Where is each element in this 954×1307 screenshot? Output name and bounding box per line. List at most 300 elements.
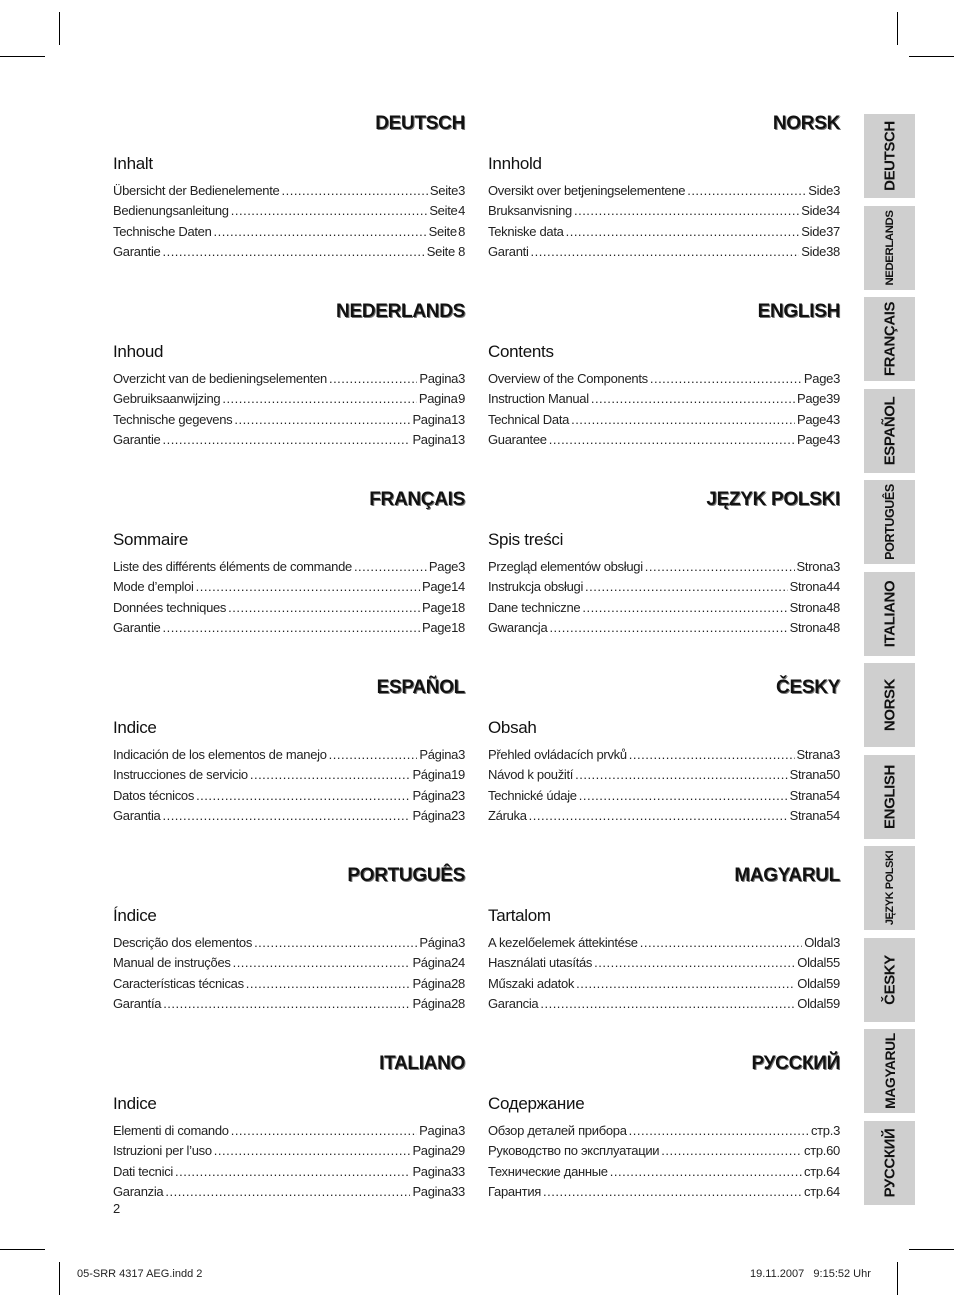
language-tab [864, 572, 915, 656]
section-title: РУССКИЙ [751, 1053, 840, 1074]
toc-leader-dots [246, 976, 411, 991]
toc-page-number: 54 [826, 787, 840, 803]
toc-list [113, 559, 465, 640]
toc-entry [113, 1184, 465, 1204]
toc-entry-label: A kezelőelemek áttekintése [488, 935, 638, 950]
toc-entry [488, 183, 840, 203]
toc-entry-label: Technical Data [488, 411, 570, 427]
language-tab [864, 389, 915, 473]
toc-entry [488, 767, 840, 787]
toc-leader-dots [254, 935, 417, 950]
toc-entry-label: Przegląd elementów obsługi [488, 559, 643, 574]
toc-page-number: 55 [826, 955, 840, 971]
toc-list [488, 747, 840, 828]
toc-page-word: Strona [789, 579, 827, 595]
toc-entry-label: Instrukcja obsługi [488, 579, 584, 595]
toc-list [113, 1123, 465, 1204]
toc-entry-label: Garancia [488, 995, 539, 1011]
toc-entry [113, 183, 465, 203]
toc-page-number: 43 [826, 411, 840, 427]
toc-leader-dots [549, 620, 787, 635]
section-title: NEDERLANDS [336, 301, 465, 322]
crop-mark [0, 56, 45, 57]
toc-page-word: Page [796, 411, 827, 427]
toc-page-number: 64 [826, 1183, 840, 1199]
toc-entry-label: Descrição dos elementos [113, 935, 253, 950]
language-tab [864, 1121, 915, 1205]
section-title: JĘZYK POLSKI [706, 489, 840, 510]
toc-page-word: Página [412, 807, 452, 823]
toc-entry [488, 996, 840, 1016]
toc-page-number: 14 [451, 579, 465, 595]
toc-entry [113, 1164, 465, 1184]
toc-page-word: Strana [789, 767, 827, 783]
toc-page-word: стр. [804, 1163, 827, 1179]
language-tab [864, 938, 915, 1022]
toc-page-word: Page [803, 371, 834, 386]
toc-page-number: 60 [826, 1143, 840, 1159]
section-subtitle: Indice [113, 1094, 157, 1113]
toc-entry-label: Bedienungsanleitung [113, 203, 229, 219]
toc-section [488, 865, 840, 1016]
toc-leader-dots [162, 432, 410, 447]
toc-entry [113, 1143, 465, 1163]
toc-entry [488, 1143, 840, 1163]
section-subtitle: Sommaire [113, 530, 189, 549]
toc-entry [488, 1123, 840, 1143]
toc-entry [488, 935, 840, 955]
toc-leader-dots [329, 371, 417, 386]
toc-entry-label: Instrucciones de servicio [113, 767, 248, 783]
section-title: ČESKY [776, 677, 840, 698]
toc-page-word: Página [412, 767, 452, 783]
toc-page-number: 18 [451, 599, 465, 615]
toc-page-number: 34 [826, 203, 840, 219]
toc-page-number: 3 [833, 183, 840, 198]
toc-page-word: Oldal [797, 975, 827, 991]
footer-timestamp: 19.11.2007 9:15:52 Uhr [750, 1268, 871, 1280]
toc-page-word: Strana [789, 787, 827, 803]
toc-section [488, 301, 840, 452]
toc-section [488, 113, 840, 264]
toc-page-number: 3 [833, 559, 840, 574]
toc-entry-label: Záruka [488, 807, 527, 823]
toc-entry-label: Liste des différents éléments de commande [113, 559, 352, 574]
toc-page-word: Page [796, 391, 827, 407]
toc-entry [488, 432, 840, 452]
language-tab [864, 114, 915, 198]
language-tab-label: ENGLISH [881, 764, 898, 829]
toc-entry [488, 203, 840, 223]
section-subtitle: Spis treści [488, 530, 564, 549]
toc-page-number: 38 [826, 243, 840, 259]
toc-entry-label: Gebruiksaanwijzing [113, 391, 221, 407]
toc-page-number: 33 [451, 1183, 465, 1199]
language-tab-label: DEUTSCH [881, 121, 898, 191]
section-title: PORTUGUÊS [347, 865, 465, 886]
toc-entry-label: Garantie [113, 243, 161, 259]
toc-section [113, 113, 465, 264]
toc-page-word: Página [412, 995, 452, 1011]
toc-entry [488, 371, 840, 391]
toc-leader-dots [250, 767, 411, 782]
toc-page-word: Strana [796, 747, 834, 762]
toc-page-word: Page [421, 619, 452, 635]
toc-page-word: Pagina [412, 1163, 452, 1179]
toc-list [113, 183, 465, 264]
toc-page-number: 3 [833, 935, 840, 950]
crop-mark [897, 1262, 898, 1295]
toc-page-number: 44 [826, 579, 840, 595]
toc-entry [113, 203, 465, 223]
toc-entry-label: Обзор деталей прибора [488, 1123, 627, 1138]
toc-page-word: Página [412, 955, 452, 971]
toc-leader-dots [234, 412, 410, 427]
toc-page-number: 28 [451, 975, 465, 991]
toc-page-number: 37 [826, 223, 840, 239]
section-title: MAGYARUL [734, 865, 840, 886]
toc-entry-label: Indicación de los elementos de manejo [113, 747, 327, 762]
toc-entry-label: Mode d’emploi [113, 579, 194, 595]
language-tab-label: NORSK [881, 678, 898, 732]
toc-page-word: Strona [796, 559, 834, 574]
toc-leader-dots [231, 203, 428, 218]
toc-page-number: 23 [451, 787, 465, 803]
toc-entry [113, 412, 465, 432]
toc-entry-label: Übersicht der Bedienelemente [113, 183, 280, 198]
toc-page-word: Seite [428, 223, 457, 239]
toc-section [488, 1053, 840, 1204]
toc-entry-label: Bruksanvisning [488, 203, 572, 219]
toc-page-number: 8 [458, 223, 465, 239]
toc-page-number: 23 [451, 807, 465, 823]
language-tab-label: ESPAÑOL [881, 396, 898, 465]
toc-leader-dots [543, 1184, 802, 1199]
toc-entry-label: Elementi di comando [113, 1123, 229, 1138]
toc-page-number: 3 [833, 1123, 840, 1138]
toc-list [113, 935, 465, 1016]
toc-entry [113, 767, 465, 787]
toc-entry [113, 371, 465, 391]
language-tab [864, 1029, 915, 1113]
toc-entry [113, 1123, 465, 1143]
toc-entry [113, 935, 465, 955]
toc-list [113, 747, 465, 828]
toc-entry [488, 808, 840, 828]
crop-mark [59, 12, 60, 45]
toc-page-number: 48 [826, 599, 840, 615]
toc-entry-label: Руководство по эксплуатации [488, 1143, 660, 1159]
language-tab-label: PORTUGUÊS [882, 484, 897, 560]
toc-leader-dots [222, 391, 417, 406]
toc-page-word: Oldal [804, 935, 834, 950]
toc-entry-label: Гарантия [488, 1183, 542, 1199]
toc-leader-dots [281, 183, 427, 198]
toc-leader-dots [645, 559, 795, 574]
toc-section [488, 677, 840, 828]
toc-entry [488, 788, 840, 808]
toc-page-word: Pagina [419, 1123, 458, 1138]
toc-entry-label: Технические данные [488, 1163, 608, 1179]
section-title: NORSK [772, 113, 840, 134]
toc-page-word: Página [419, 935, 459, 950]
toc-entry [488, 224, 840, 244]
toc-section [113, 489, 465, 640]
toc-page-word: Page [421, 579, 452, 595]
language-tab-label: ČESKY [881, 954, 898, 1005]
toc-page-word: Side [801, 203, 827, 219]
toc-leader-dots [571, 412, 795, 427]
crop-mark [897, 12, 898, 45]
language-tab-label: NEDERLANDS [883, 209, 896, 286]
crop-mark [909, 56, 954, 57]
toc-leader-dots [610, 1164, 802, 1179]
toc-entry-label: Garantia [113, 807, 161, 823]
toc-entry [488, 244, 840, 264]
toc-entry [488, 559, 840, 579]
toc-leader-dots [233, 955, 411, 970]
toc-leader-dots [629, 747, 795, 762]
toc-entry [488, 600, 840, 620]
toc-list [488, 559, 840, 640]
toc-entry [113, 224, 465, 244]
toc-leader-dots [214, 224, 427, 239]
toc-entry [113, 788, 465, 808]
toc-entry [488, 412, 840, 432]
toc-entry-label: Overzicht van de bedieningselementen [113, 371, 327, 386]
toc-page-word: Oldal [797, 995, 827, 1011]
toc-leader-dots [585, 579, 788, 594]
toc-entry-label: Manual de instruções [113, 955, 231, 971]
toc-entry-label: Garantie [113, 431, 161, 447]
section-title: FRANÇAIS [369, 489, 465, 510]
toc-entry-label: Overview of the Components [488, 371, 648, 386]
toc-page-word: Strana [789, 807, 827, 823]
toc-entry [488, 391, 840, 411]
toc-page-word: Page [428, 559, 459, 574]
language-tab [864, 297, 915, 381]
toc-entry [488, 1164, 840, 1184]
toc-leader-dots [582, 600, 787, 615]
toc-leader-dots [165, 1184, 410, 1199]
toc-page-word: Oldal [797, 955, 827, 971]
crop-mark [0, 1249, 45, 1250]
toc-leader-dots [591, 391, 795, 406]
toc-page-number: 13 [451, 411, 465, 427]
toc-page-word: стр. [804, 1143, 827, 1159]
toc-section [113, 301, 465, 452]
toc-entry-label: Návod k použití [488, 767, 574, 783]
toc-leader-dots [531, 244, 800, 259]
toc-page-number: 43 [826, 431, 840, 447]
crop-mark [909, 1249, 954, 1250]
toc-page-number: 59 [826, 975, 840, 991]
toc-leader-dots [214, 1143, 411, 1158]
toc-entry [113, 976, 465, 996]
toc-leader-dots [162, 620, 419, 635]
toc-page-word: Side [801, 223, 827, 239]
section-title: ITALIANO [379, 1053, 465, 1074]
toc-page-number: 39 [826, 391, 840, 407]
language-tab [864, 755, 915, 839]
toc-entry-label: Instruction Manual [488, 391, 589, 407]
toc-entry [113, 808, 465, 828]
toc-page-word: Página [412, 787, 452, 803]
toc-page-word: Strona [789, 599, 827, 615]
toc-entry [113, 955, 465, 975]
toc-leader-dots [575, 767, 788, 782]
toc-entry [488, 747, 840, 767]
toc-page-number: 48 [826, 619, 840, 635]
toc-list [113, 371, 465, 452]
toc-page-word: Pagina [419, 371, 459, 386]
toc-entry-label: Přehled ovládacích prvků [488, 747, 627, 762]
toc-entry [113, 600, 465, 620]
toc-section [113, 1053, 465, 1204]
toc-page-word: Page [421, 599, 452, 615]
toc-leader-dots [163, 996, 410, 1011]
toc-page-number: 3 [458, 935, 465, 950]
toc-page-word: Seite [429, 203, 458, 219]
toc-entry [488, 1184, 840, 1204]
toc-entry-label: Dati tecnici [113, 1163, 173, 1179]
section-subtitle: Содержание [488, 1094, 585, 1113]
language-tab-label: ITALIANO [881, 580, 898, 647]
toc-entry [113, 579, 465, 599]
toc-page-word: Pagina [412, 1183, 452, 1199]
toc-page-number: 33 [451, 1163, 465, 1179]
toc-page-number: 4 [458, 203, 465, 219]
page-number: 2 [113, 1201, 121, 1216]
toc-entry-label: Technische Daten [113, 223, 212, 239]
toc-leader-dots [162, 244, 424, 259]
language-tab-label: FRANÇAIS [881, 301, 898, 377]
toc-page-number: 13 [451, 431, 465, 447]
language-tab [864, 206, 915, 290]
toc-leader-dots [574, 203, 799, 218]
section-subtitle: Indice [113, 718, 157, 737]
toc-page-number: 9 [458, 391, 465, 407]
toc-page-number: 3 [458, 1123, 465, 1138]
toc-list [488, 371, 840, 452]
section-subtitle: Inhoud [113, 342, 164, 361]
toc-entry [488, 976, 840, 996]
toc-entry [113, 620, 465, 640]
toc-page-number: 24 [451, 955, 465, 971]
toc-entry [113, 244, 465, 264]
toc-page-number: 8 [458, 243, 465, 259]
toc-entry-label: Características técnicas [113, 975, 244, 991]
language-tab [864, 480, 915, 564]
toc-page-number: 19 [451, 767, 465, 783]
toc-page-word: Seite [426, 243, 455, 259]
toc-page-word: Pagina [412, 431, 452, 447]
section-subtitle: Innhold [488, 154, 542, 173]
toc-leader-dots [540, 996, 795, 1011]
toc-page-word: Pagina [418, 391, 458, 407]
language-tab-label: MAGYARUL [881, 1033, 898, 1109]
toc-page-word: Page [796, 431, 827, 447]
toc-entry-label: Garanti [488, 243, 529, 259]
toc-leader-dots [231, 1123, 417, 1138]
toc-leader-dots [529, 808, 788, 823]
toc-leader-dots [196, 579, 420, 594]
toc-leader-dots [661, 1143, 802, 1158]
toc-entry [488, 579, 840, 599]
language-tab [864, 663, 915, 747]
toc-page-number: 50 [826, 767, 840, 783]
toc-leader-dots [566, 224, 800, 239]
toc-list [488, 1123, 840, 1204]
toc-entry-label: Datos técnicos [113, 787, 195, 803]
footer-file-name: 05-SRR 4317 AEG.indd 2 [77, 1268, 203, 1280]
toc-entry-label: Használati utasítás [488, 955, 593, 971]
language-tab-label: РУССКИЙ [881, 1128, 898, 1197]
toc-leader-dots [549, 432, 795, 447]
toc-page-word: Página [419, 747, 459, 762]
toc-entry-label: Műszaki adatok [488, 975, 575, 991]
section-subtitle: Tartalom [488, 906, 551, 925]
toc-page-word: стр. [810, 1123, 834, 1138]
section-subtitle: Índice [113, 906, 157, 925]
crop-mark [59, 1262, 60, 1295]
toc-entry-label: Guarantee [488, 431, 547, 447]
toc-leader-dots [576, 976, 795, 991]
toc-page-number: 3 [458, 747, 465, 762]
toc-page-number: 18 [451, 619, 465, 635]
toc-entry-label: Istruzioni per l’uso [113, 1143, 212, 1159]
toc-page-word: Página [412, 975, 452, 991]
toc-section [488, 489, 840, 640]
toc-entry [113, 559, 465, 579]
toc-entry [113, 996, 465, 1016]
toc-page-number: 3 [833, 747, 840, 762]
toc-leader-dots [650, 371, 802, 386]
toc-entry-label: Garantía [113, 995, 162, 1011]
toc-entry [113, 747, 465, 767]
toc-leader-dots [579, 788, 788, 803]
toc-page-word: стр. [804, 1183, 827, 1199]
toc-entry-label: Garanzia [113, 1183, 164, 1199]
toc-leader-dots [175, 1164, 410, 1179]
toc-entry-label: Oversikt over betjeningselementene [488, 183, 686, 198]
section-subtitle: Obsah [488, 718, 537, 737]
toc-page-word: Strona [789, 619, 827, 635]
toc-list [488, 183, 840, 264]
toc-leader-dots [594, 955, 795, 970]
toc-entry [488, 955, 840, 975]
toc-entry-label: Technické údaje [488, 787, 577, 803]
toc-list [488, 935, 840, 1016]
toc-leader-dots [329, 747, 418, 762]
language-tab [864, 846, 915, 930]
toc-entry [488, 620, 840, 640]
toc-page-word: Side [808, 183, 834, 198]
toc-page-number: 28 [451, 995, 465, 1011]
toc-page-number: 29 [451, 1143, 465, 1159]
toc-leader-dots [354, 559, 427, 574]
toc-entry [113, 432, 465, 452]
section-title: DEUTSCH [375, 113, 465, 134]
toc-page-word: Side [801, 243, 827, 259]
toc-leader-dots [228, 600, 420, 615]
section-subtitle: Inhalt [113, 154, 153, 173]
toc-entry-label: Technische gegevens [113, 411, 233, 427]
toc-page-number: 54 [826, 807, 840, 823]
toc-leader-dots [629, 1123, 809, 1138]
section-title: ENGLISH [757, 301, 840, 322]
toc-leader-dots [640, 935, 802, 950]
